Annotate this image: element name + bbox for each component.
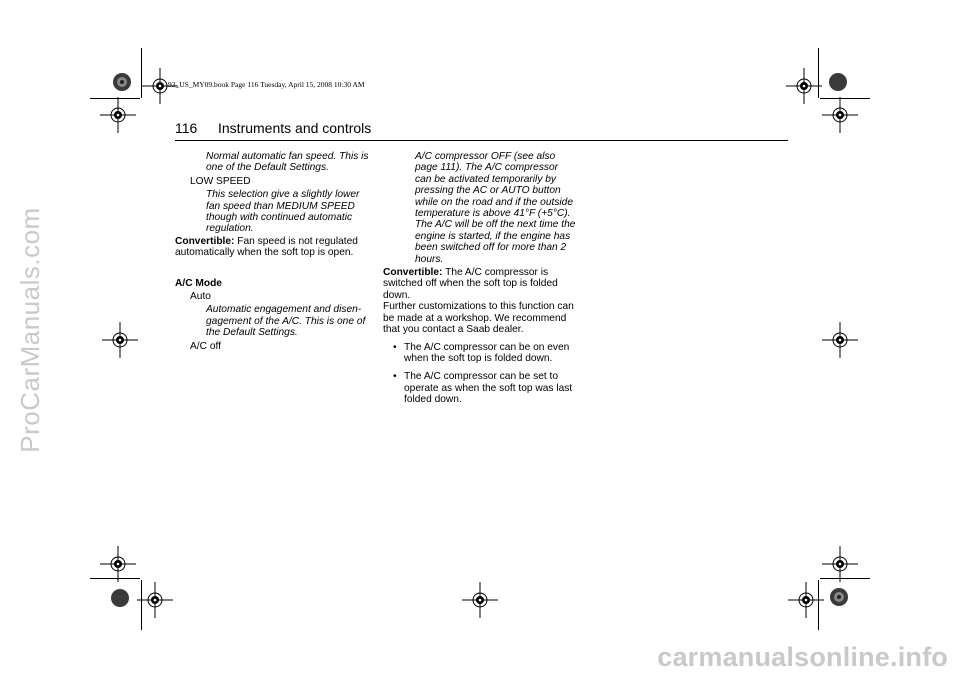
crosshair-icon [820,320,860,360]
medium-speed-description: Normal automatic fan speed. This is one of the Default Settings. [206,151,369,174]
book-info-header: 93_US_MY09.book Page 116 Tuesday, April 15, 2008 10:30 AM [168,80,365,89]
crosshair-icon [820,95,860,135]
bullet-text: The A/C compressor can be set to operate as when the soft top was last folded down. [404,371,573,406]
bottom-watermark: carmanualsonline.info [657,642,948,672]
right-column [383,151,577,406]
bullet-text: The A/C compressor can be on even when the soft top is folded down. [404,341,570,364]
registration-mark-icon [106,584,134,612]
crosshair-icon [98,544,138,584]
ac-mode-heading: A/C Mode [175,277,222,289]
convertible-note [175,236,371,259]
left-column [175,151,371,352]
crosshair-icon [100,320,140,360]
bullet-icon: • [393,341,397,353]
crosshair-icon [460,580,500,620]
customization-text: Further customizations to this function can be made at a workshop. We recommend that you contact a Saab dealer. [383,301,574,336]
list-item [383,342,577,365]
convertible-text: The A/C compressor is switched off when the soft top is folded down. [383,267,558,301]
bullet-icon: • [393,371,397,383]
crosshair-icon [135,580,175,620]
crosshair-icon [784,66,824,106]
auto-label: Auto [190,291,211,303]
convertible-label: Convertible: [175,235,235,247]
crosshair-icon [820,544,860,584]
convertible-text: Fan speed is not regulated automatically when the soft top is open. [175,235,358,259]
crosshair-icon [786,580,826,620]
registration-mark-icon [108,68,136,96]
registration-mark-icon [825,583,853,611]
section-title: Instruments and controls [218,120,372,136]
convertible-note [383,267,577,301]
registration-mark-icon [824,68,852,96]
ac-off-label: A/C off [190,340,221,352]
page-number: 116 [175,120,198,136]
side-watermark: ProCarManuals.com [15,207,45,453]
low-speed-label: LOW SPEED [190,175,251,187]
crosshair-icon [98,95,138,135]
convertible-label: Convertible: [383,267,443,279]
list-item [383,371,577,405]
ac-off-description: A/C compressor OFF (see also page 111). The A/C compressor can be activated temporarily by pressing the AC or AUTO button while on the road and if the outside temperature is above 41°F (+5°C). The A/C will be off the next time the engine is started, if the engine has been switched off for more than 2 hours. [415,151,576,265]
low-speed-description: This selection give a slightly lower fan speed than MEDIUM SPEED though with continued automatic regulation. [206,189,360,235]
auto-description: Automatic engagement and disen-gagement of the A/C. This is one of the Default Settings. [206,304,366,339]
header-rule [175,140,788,141]
